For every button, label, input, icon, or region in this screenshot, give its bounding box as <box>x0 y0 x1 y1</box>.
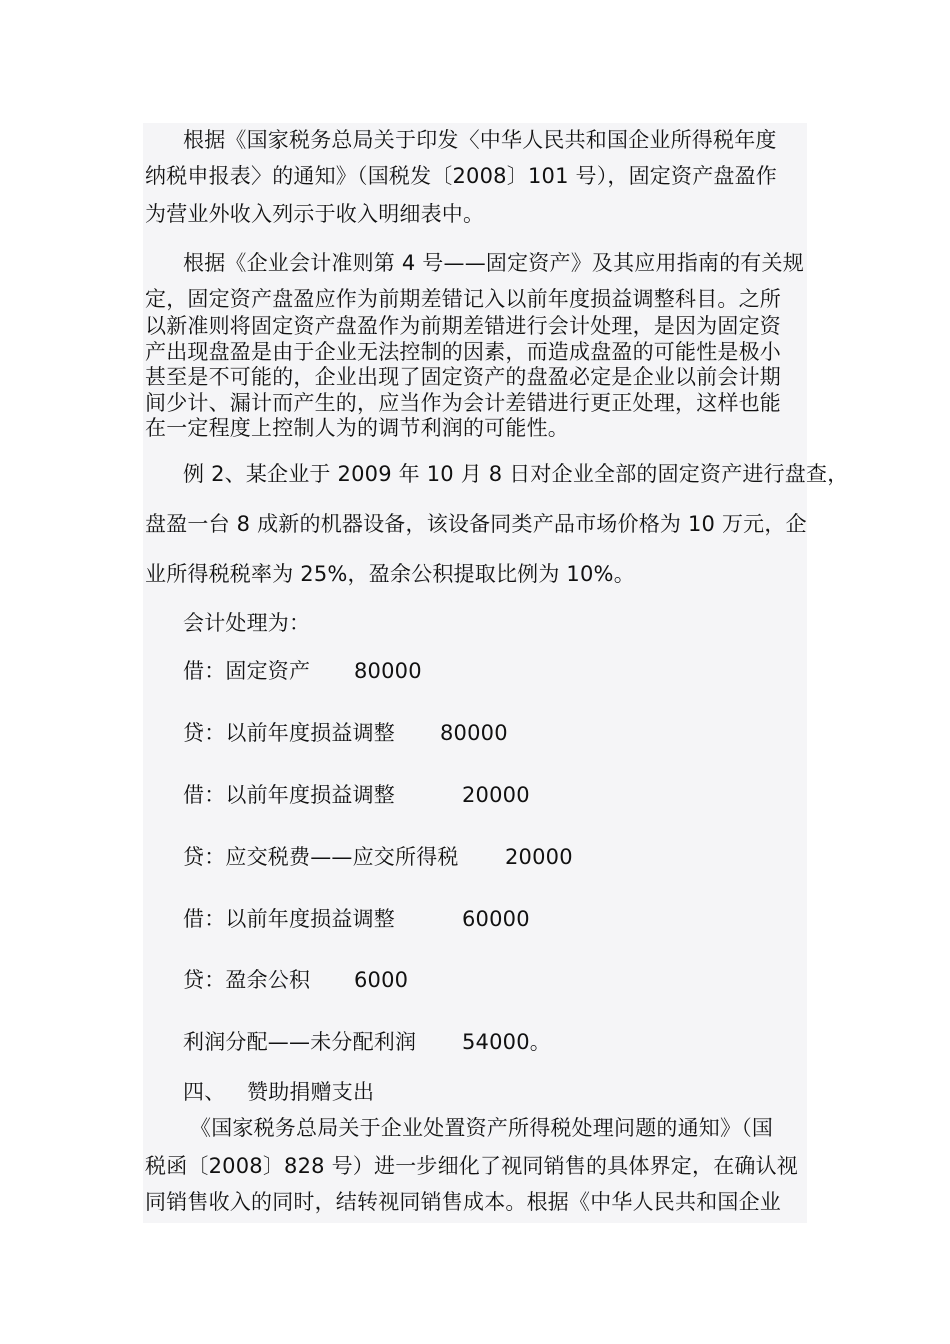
entry-amount: 20000 <box>462 783 530 807</box>
example-line-2: 盘盈一台 8 成新的机器设备，该设备同类产品市场价格为 10 万元，企 <box>145 512 807 536</box>
entry-amount: 80000 <box>440 721 508 745</box>
entry-account: 利润分配——未分配利润 <box>183 1030 417 1054</box>
paragraph-2-line-4: 产出现盘盈是由于企业无法控制的因素，而造成盘盈的可能性是极小 <box>145 340 781 364</box>
paragraph-2-line-1: 根据《企业会计准则第 4 号——固定资产》及其应用指南的有关规 <box>183 251 804 275</box>
entry-account: 贷：盈余公积 <box>183 968 311 992</box>
section-title: 赞助捐赠支出 <box>247 1080 375 1104</box>
paragraph-2-line-5: 甚至是不可能的，企业出现了固定资产的盘盈必定是企业以前会计期 <box>145 365 781 389</box>
entry-amount: 6000 <box>354 968 409 992</box>
entry-account: 贷：以前年度损益调整 <box>183 721 395 745</box>
paragraph-2-line-3: 以新准则将固定资产盘盈作为前期差错进行会计处理，是因为固定资 <box>145 314 781 338</box>
entry-account: 借：固定资产 <box>183 659 311 683</box>
paragraph-4-line-1: 《国家税务总局关于企业处置资产所得税处理问题的通知》（国 <box>190 1116 774 1140</box>
paragraph-2-line-7: 在一定程度上控制人为的调节利润的可能性。 <box>145 416 569 440</box>
entry-account: 贷：应交税费——应交所得税 <box>183 845 459 869</box>
entry-account: 借：以前年度损益调整 <box>183 907 395 931</box>
paragraph-2-line-6: 间少计、漏计而产生的，应当作为会计差错进行更正处理，这样也能 <box>145 391 781 415</box>
entry-amount: 80000 <box>354 659 422 683</box>
section-number: 四、 <box>183 1080 226 1104</box>
paragraph-1-line-2: 纳税申报表〉的通知》（国税发〔2008〕101 号），固定资产盘盈作 <box>145 164 777 188</box>
paragraph-1-line-1: 根据《国家税务总局关于印发〈中华人民共和国企业所得税年度 <box>183 128 777 152</box>
accounting-title: 会计处理为： <box>183 611 311 635</box>
paragraph-4-line-3: 同销售收入的同时，结转视同销售成本。根据《中华人民共和国企业 <box>145 1190 781 1214</box>
paragraph-4-line-2: 税函〔2008〕828 号）进一步细化了视同销售的具体界定，在确认视 <box>145 1154 798 1178</box>
entry-amount: 54000。 <box>462 1030 552 1054</box>
entry-amount: 60000 <box>462 907 530 931</box>
entry-account: 借：以前年度损益调整 <box>183 783 395 807</box>
paragraph-1-line-3: 为营业外收入列示于收入明细表中。 <box>145 202 485 226</box>
example-line-3: 业所得税税率为 25%，盈余公积提取比例为 10%。 <box>145 562 635 586</box>
example-line-1: 例 2、某企业于 2009 年 10 月 8 日对企业全部的固定资产进行盘查， <box>183 462 849 486</box>
entry-amount: 20000 <box>505 845 573 869</box>
paragraph-2-line-2: 定，固定资产盘盈应作为前期差错记入以前年度损益调整科目。之所 <box>145 287 781 311</box>
